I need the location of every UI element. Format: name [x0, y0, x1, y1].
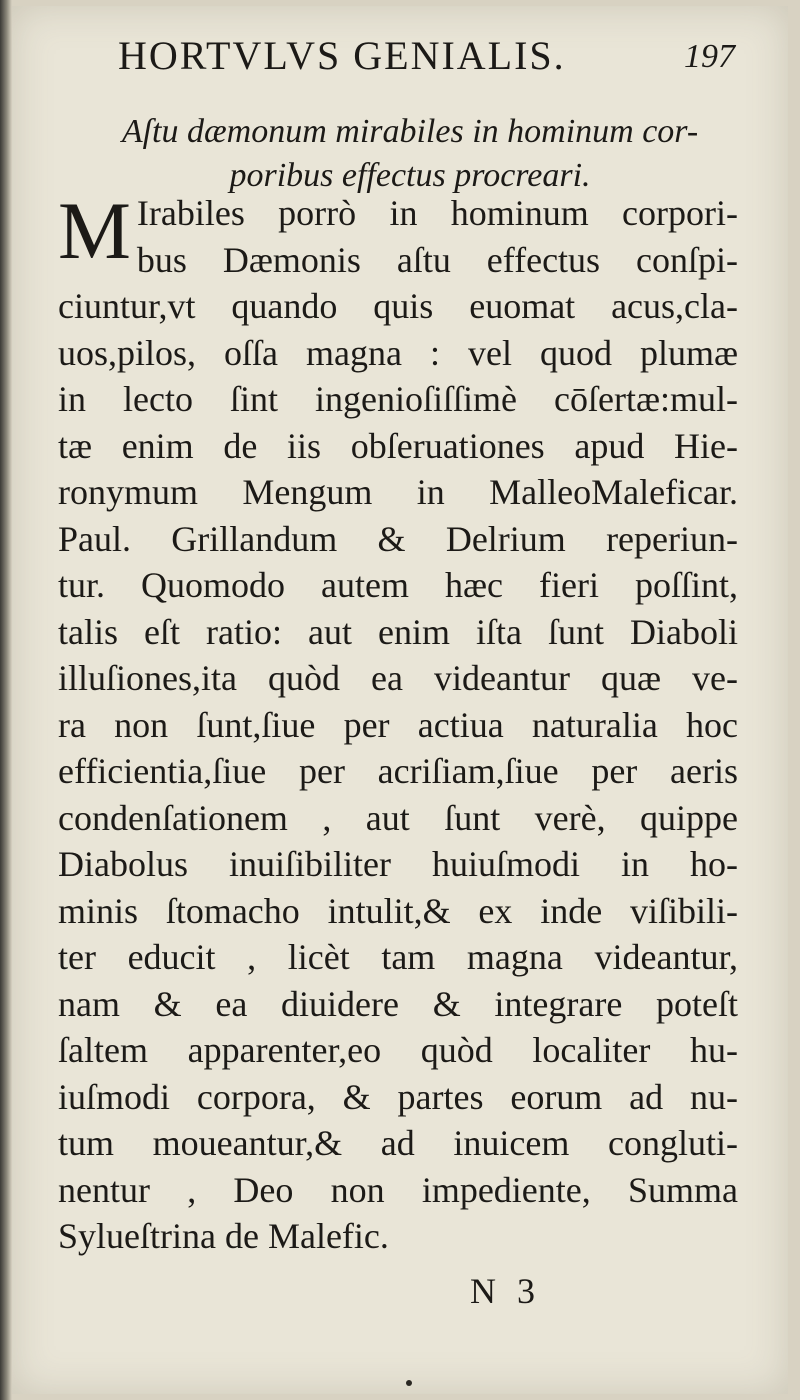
- text-line: tur. Quomodo autem hæc fieri poſſint,: [58, 565, 738, 605]
- text-line: tæ enim de iis obſeruationes apud Hie-: [58, 425, 738, 466]
- page-binding-edge: [0, 0, 12, 1400]
- text-line: illuſiones,ita quòd ea videantur quæ ve-: [58, 658, 738, 698]
- page-number: 197: [684, 38, 735, 75]
- text-line: minis ſtomacho intulit,& ex inde viſibili-: [58, 890, 738, 931]
- text-line: nentur , Deo non impediente, Summa: [58, 1169, 738, 1210]
- text-line: ſaltem apparenter,eo quòd localiter hu-: [58, 1030, 738, 1070]
- text-line: Sylueſtrina de Malefic.: [58, 1216, 389, 1256]
- text-line: in lecto ſint ingenioſiſſimè cōſertæ:mul-: [58, 379, 738, 419]
- text-line: bus Dæmonis aſtu effectus conſpi-: [136, 239, 738, 280]
- text-line: Irabiles porrò in hominum corpori-: [136, 193, 738, 233]
- page-header: [118, 32, 768, 92]
- text-line: ciuntur,vt quando quis euomat acus,cla-: [58, 286, 738, 326]
- drop-cap: M: [58, 185, 131, 276]
- running-title: HORTVLVS GENIALIS.: [118, 33, 566, 78]
- signature-mark: N 3: [470, 1271, 541, 1311]
- subtitle-line: Aſtu dæmonum mirabiles in hominum cor-: [121, 113, 699, 150]
- text-line: uos,pilos, oſſa magna : vel quod plumæ: [58, 332, 738, 373]
- text-line: efficientia,ſiue per acriſiam,ſiue per aeris: [58, 751, 738, 791]
- text-line: nam & ea diuidere & integrare poteſt: [58, 983, 738, 1024]
- ink-dot: [406, 1380, 412, 1386]
- text-line: condenſationem , aut ſunt verè, quippe: [58, 797, 738, 838]
- text-line: Paul. Grillandum & Delrium reperiun-: [58, 518, 738, 559]
- subtitle-line: poribus effectus procreari.: [229, 157, 591, 194]
- text-line: ra non ſunt,ſiue per actiua naturalia hoc: [58, 704, 738, 745]
- body-text: [58, 185, 738, 1260]
- text-line: ter educit , licèt tam magna videantur,: [58, 937, 738, 977]
- text-line: iuſmodi corpora, & partes eorum ad nu-: [58, 1076, 738, 1117]
- text-line: talis eſt ratio: aut enim iſta ſunt Diaboli: [58, 611, 738, 652]
- text-line: tum moueantur,& ad inuicem congluti-: [58, 1123, 738, 1163]
- text-line: Diabolus inuiſibiliter huiuſmodi in ho-: [58, 844, 738, 884]
- text-line: ronymum Mengum in MalleoMaleficar.: [58, 472, 738, 512]
- section-subtitle: [50, 110, 770, 198]
